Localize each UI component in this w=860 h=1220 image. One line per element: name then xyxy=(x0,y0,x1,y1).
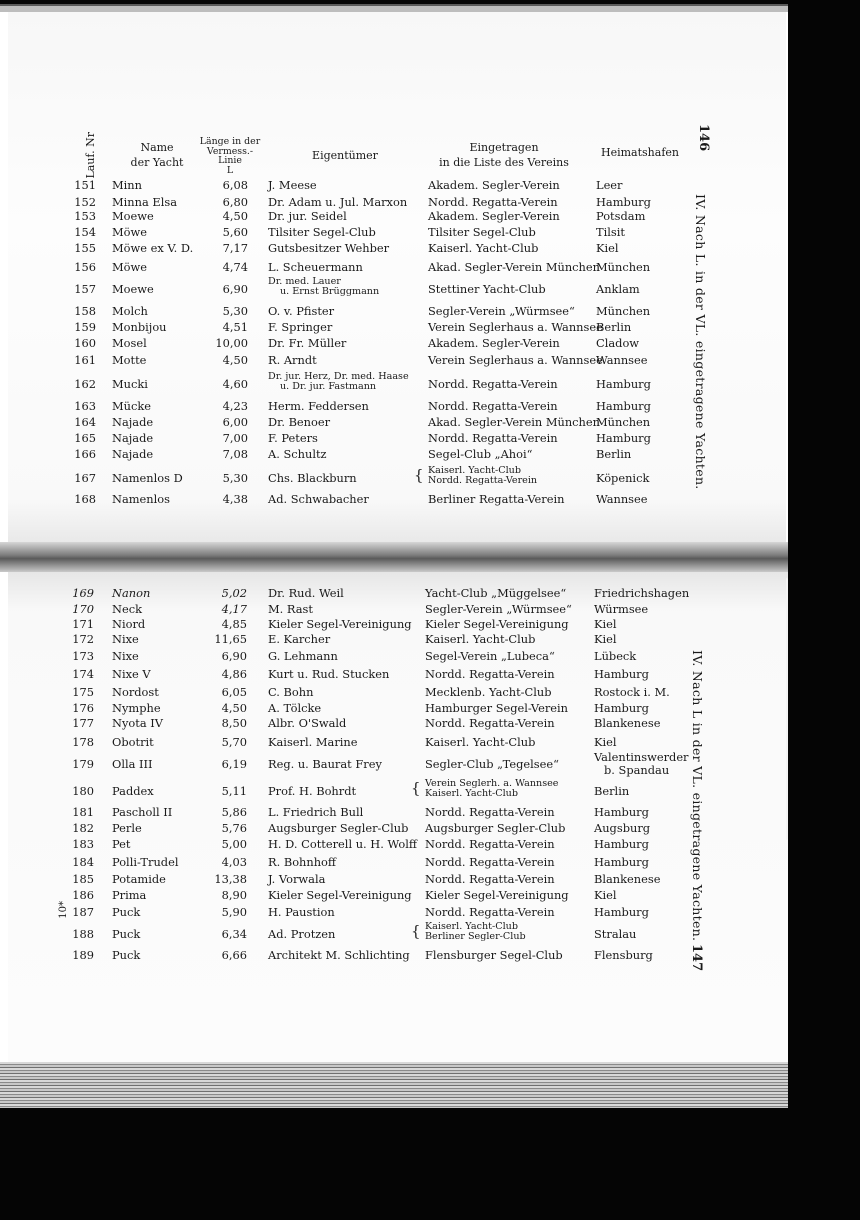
home-port: Kiel xyxy=(594,617,617,631)
row-number: 171 xyxy=(72,617,94,631)
home-port: Hamburg xyxy=(594,905,649,919)
owner-name: H. D. Cotterell u. H. Wolff xyxy=(268,837,417,851)
row-number: 180 xyxy=(72,784,94,798)
length-value: 8,90 xyxy=(221,888,247,902)
owner-name: Kieler Segel-Vereinigung xyxy=(268,617,412,631)
club-name: Nordd. Regatta-Verein xyxy=(428,399,558,413)
home-port: Hamburg xyxy=(594,855,649,869)
owner-name: Dr. Benoer xyxy=(268,415,331,429)
club-name: Berliner Regatta-Verein xyxy=(428,492,565,506)
header-heimatshafen: Heimatshafen xyxy=(601,146,679,159)
yacht-name: Möwe xyxy=(112,225,148,239)
owner-name: Herm. Feddersen xyxy=(268,399,369,413)
home-port: Berlin xyxy=(594,784,630,798)
row-number: 156 xyxy=(74,260,96,274)
header-name-line1: Name xyxy=(140,141,174,154)
length-value: 7,08 xyxy=(222,447,248,461)
yacht-name: Puck xyxy=(112,927,141,941)
home-port: Berlin xyxy=(596,447,632,461)
row-number: 161 xyxy=(74,353,96,367)
header-name-line2: der Yacht xyxy=(130,156,184,169)
length-value: 6,66 xyxy=(221,948,247,962)
club-name: Kaiserl. Yacht-Club xyxy=(425,632,536,646)
club-name: Segler-Club „Tegelsee“ xyxy=(425,757,559,771)
length-value: 4,38 xyxy=(222,492,248,506)
background-bottom xyxy=(0,1108,860,1220)
home-port: Hamburg xyxy=(596,195,651,209)
club-name: Kaiserl. Yacht-Club xyxy=(428,465,521,476)
home-port: Würmsee xyxy=(594,602,649,616)
club-name: Segel-Verein „Lubeca“ xyxy=(425,649,555,663)
length-value: 5,70 xyxy=(221,735,247,749)
club-name: Segler-Verein „Würmsee“ xyxy=(428,304,575,318)
length-value: 5,11 xyxy=(221,784,247,798)
yacht-name: Pet xyxy=(112,837,131,851)
club-name: Verein Seglerh. a. Wannsee xyxy=(425,778,559,789)
length-value: 5,60 xyxy=(222,225,248,239)
length-value: 4,86 xyxy=(221,667,247,681)
club-name: Akadem. Segler-Verein xyxy=(428,178,560,192)
running-head-147: IV. Nach L in der VL. eingetragene Yachten. xyxy=(690,650,705,942)
owner-name: A. Schultz xyxy=(268,447,327,461)
row-number: 160 xyxy=(74,336,96,350)
row-number: 173 xyxy=(72,649,94,663)
row-number: 162 xyxy=(74,377,96,391)
owner-name: Dr. Rud. Weil xyxy=(268,586,344,600)
row-number: 184 xyxy=(72,855,94,869)
home-port: Hamburg xyxy=(596,377,651,391)
owner-name: Prof. H. Bohrdt xyxy=(268,784,357,798)
row-number: 165 xyxy=(74,431,96,445)
yacht-name: Najade xyxy=(112,447,154,461)
home-port: Wannsee xyxy=(596,492,648,506)
owner-name: A. Tölcke xyxy=(268,701,322,715)
yacht-name: Monbijou xyxy=(112,320,167,334)
home-port: Potsdam xyxy=(596,209,646,223)
yacht-name: Nyota IV xyxy=(112,716,163,730)
home-port: Leer xyxy=(596,178,623,192)
club-name: Tilsiter Segel-Club xyxy=(428,225,536,239)
row-number: 170 xyxy=(72,602,94,616)
row-number: 159 xyxy=(74,320,96,334)
owner-name: Dr. jur. Herz, Dr. med. Haase xyxy=(268,371,409,382)
length-value: 4,03 xyxy=(221,855,247,869)
home-port: Hamburg xyxy=(596,431,651,445)
club-name: Akadem. Segler-Verein xyxy=(428,336,560,350)
length-value: 5,30 xyxy=(222,304,248,318)
length-value: 5,76 xyxy=(221,821,247,835)
owner-name: Reg. u. Baurat Frey xyxy=(268,757,382,771)
page-146 xyxy=(8,12,786,542)
header-laenge-line4: L xyxy=(226,164,234,176)
yacht-name: Möwe xyxy=(112,260,148,274)
owner-name: Chs. Blackburn xyxy=(268,471,357,485)
length-value: 11,65 xyxy=(214,632,247,646)
club-name-cont: Berliner Segler-Club xyxy=(425,931,526,942)
owner-name: R. Arndt xyxy=(268,353,317,367)
owner-name-cont: u. Ernst Brüggmann xyxy=(280,286,380,297)
home-port: Hamburg xyxy=(594,805,649,819)
home-port: Anklam xyxy=(596,282,640,296)
owner-name: L. Friedrich Bull xyxy=(268,805,364,819)
club-name: Akad. Segler-Verein München xyxy=(428,260,600,274)
length-value: 4,50 xyxy=(222,353,248,367)
owner-name: O. v. Pfister xyxy=(268,304,335,318)
signature-mark: 10* xyxy=(58,901,69,919)
home-port: Hamburg xyxy=(594,837,649,851)
club-name: Kaiserl. Yacht-Club xyxy=(425,735,536,749)
owner-name-cont: u. Dr. jur. Fastmann xyxy=(280,381,377,392)
row-number: 188 xyxy=(72,927,94,941)
row-number: 181 xyxy=(72,805,94,819)
length-value: 7,00 xyxy=(222,431,248,445)
yacht-name: Prima xyxy=(112,888,147,902)
length-value: 5,00 xyxy=(221,837,247,851)
length-value: 6,90 xyxy=(221,649,247,663)
yacht-name: Paddex xyxy=(112,784,154,798)
length-value: 5,30 xyxy=(222,471,248,485)
header-eingetragen-line2: in die Liste des Vereins xyxy=(439,156,569,169)
length-value: 10,00 xyxy=(215,336,248,350)
yacht-name: Minn xyxy=(112,178,142,192)
home-port: Kiel xyxy=(594,735,617,749)
yacht-name: Polli-Trudel xyxy=(112,855,179,869)
row-number: 151 xyxy=(74,178,96,192)
club-name: Akadem. Segler-Verein xyxy=(428,209,560,223)
yacht-name: Mucki xyxy=(112,377,148,391)
home-port: Kiel xyxy=(594,632,617,646)
running-head-146: IV. Nach L. in der VL. eingetragene Yachten. xyxy=(693,194,708,490)
home-port: Berlin xyxy=(596,320,632,334)
owner-name: F. Peters xyxy=(268,431,318,445)
length-value: 13,38 xyxy=(214,872,247,886)
home-port: Stralau xyxy=(594,927,637,941)
club-name: Kaiserl. Yacht-Club xyxy=(425,921,518,932)
row-number: 182 xyxy=(72,821,94,835)
yacht-name: Nixe xyxy=(112,632,139,646)
length-value: 7,17 xyxy=(222,241,248,255)
row-number: 154 xyxy=(74,225,96,239)
yacht-name: Möwe ex V. D. xyxy=(112,241,194,255)
club-name: Nordd. Regatta-Verein xyxy=(425,805,555,819)
row-number: 179 xyxy=(72,757,94,771)
home-port: Hamburg xyxy=(594,701,649,715)
owner-name: Albr. O'Swald xyxy=(268,716,347,730)
owner-name: Ad. Schwabacher xyxy=(268,492,369,506)
row-number: 174 xyxy=(72,667,94,681)
row-number: 176 xyxy=(72,701,94,715)
owner-name: Kurt u. Rud. Stucken xyxy=(268,667,390,681)
row-number: 166 xyxy=(74,447,96,461)
club-name: Kieler Segel-Vereinigung xyxy=(425,888,569,902)
row-number: 185 xyxy=(72,872,94,886)
home-port: Tilsit xyxy=(596,225,625,239)
yacht-name: Pascholl II xyxy=(112,805,173,819)
length-value: 6,80 xyxy=(222,195,248,209)
owner-name: Tilsiter Segel-Club xyxy=(268,225,376,239)
home-port: Wannsee xyxy=(596,353,648,367)
owner-name: Gutsbesitzer Wehber xyxy=(268,241,390,255)
row-number: 164 xyxy=(74,415,96,429)
length-value: 4,17 xyxy=(221,602,247,616)
page-number-146: 146 xyxy=(696,124,711,152)
header-laenge-line2: Vermess.- xyxy=(206,145,254,157)
brace-mark: { xyxy=(411,779,421,797)
brace-mark: { xyxy=(414,466,424,484)
header-laenge-line3: Linie xyxy=(218,155,242,167)
club-name: Kaiserl. Yacht-Club xyxy=(428,241,539,255)
club-name: Augsburger Segler-Club xyxy=(425,821,566,835)
home-port: München xyxy=(596,260,651,274)
length-value: 8,50 xyxy=(221,716,247,730)
yacht-name: Mosel xyxy=(112,336,147,350)
length-value: 4,85 xyxy=(221,617,247,631)
yacht-name: Nordost xyxy=(112,685,159,699)
length-value: 5,86 xyxy=(221,805,247,819)
row-number: 169 xyxy=(72,586,94,600)
home-port: Flensburg xyxy=(594,948,653,962)
row-number: 172 xyxy=(72,632,94,646)
owner-name: J. Vorwala xyxy=(268,872,326,886)
yacht-name: Moewe xyxy=(112,282,154,296)
owner-name: J. Meese xyxy=(268,178,317,192)
club-name: Nordd. Regatta-Verein xyxy=(428,377,558,391)
row-number: 175 xyxy=(72,685,94,699)
owner-name: Dr. med. Lauer xyxy=(268,276,341,287)
yacht-name: Puck xyxy=(112,905,141,919)
home-port: Cladow xyxy=(596,336,640,350)
book-top-edges xyxy=(0,0,790,12)
yacht-name: Mücke xyxy=(112,399,152,413)
owner-name: E. Karcher xyxy=(268,632,331,646)
length-value: 6,34 xyxy=(221,927,247,941)
club-name-cont: Nordd. Regatta-Verein xyxy=(428,475,538,486)
home-port: Hamburg xyxy=(596,399,651,413)
home-port: Friedrichshagen xyxy=(594,586,690,600)
row-number: 155 xyxy=(74,241,96,255)
club-name: Mecklenb. Yacht-Club xyxy=(425,685,552,699)
home-port: Blankenese xyxy=(594,872,661,886)
yacht-name: Olla III xyxy=(112,757,153,771)
club-name: Segler-Verein „Würmsee“ xyxy=(425,602,572,616)
yacht-name: Potamide xyxy=(112,872,166,886)
yacht-name: Perle xyxy=(112,821,142,835)
length-value: 6,05 xyxy=(221,685,247,699)
length-value: 4,50 xyxy=(222,209,248,223)
header-eingetragen-line1: Eingetragen xyxy=(469,141,539,154)
owner-name: C. Bohn xyxy=(268,685,314,699)
owner-name: Ad. Protzen xyxy=(268,927,336,941)
row-number: 153 xyxy=(74,209,96,223)
club-name: Nordd. Regatta-Verein xyxy=(428,195,558,209)
club-name: Flensburger Segel-Club xyxy=(425,948,563,962)
header-laenge xyxy=(194,137,266,175)
home-port: Kiel xyxy=(594,888,617,902)
yacht-name: Obotrit xyxy=(112,735,154,749)
home-port: Augsburg xyxy=(594,821,651,835)
home-port: Kiel xyxy=(596,241,619,255)
length-value: 6,19 xyxy=(221,757,247,771)
owner-name: Kaiserl. Marine xyxy=(268,735,358,749)
club-name: Nordd. Regatta-Verein xyxy=(425,667,555,681)
row-number: 177 xyxy=(72,716,94,730)
club-name: Kieler Segel-Vereinigung xyxy=(425,617,569,631)
owner-name: Dr. jur. Seidel xyxy=(268,209,347,223)
row-number: 178 xyxy=(72,735,94,749)
row-number: 187 xyxy=(72,905,94,919)
club-name-cont: Kaiserl. Yacht-Club xyxy=(425,788,518,799)
yacht-name: Nanon xyxy=(112,586,151,600)
yacht-name: Nymphe xyxy=(112,701,161,715)
club-name: Hamburger Segel-Verein xyxy=(425,701,569,715)
owner-name: Dr. Fr. Müller xyxy=(268,336,347,350)
yacht-name: Namenlos xyxy=(112,492,170,506)
length-value: 4,60 xyxy=(222,377,248,391)
club-name: Nordd. Regatta-Verein xyxy=(428,431,558,445)
yacht-name: Puck xyxy=(112,948,141,962)
yacht-name: Neck xyxy=(112,602,142,616)
length-value: 4,51 xyxy=(222,320,248,334)
owner-name: Kieler Segel-Vereinigung xyxy=(268,888,412,902)
row-number: 189 xyxy=(72,948,94,962)
home-port: Blankenese xyxy=(594,716,661,730)
club-name: Nordd. Regatta-Verein xyxy=(425,872,555,886)
header-laenge-line1: Länge in der xyxy=(199,136,261,147)
header-eingetragen xyxy=(424,140,584,170)
length-value: 5,02 xyxy=(221,586,247,600)
row-number: 167 xyxy=(74,471,96,485)
length-value: 4,50 xyxy=(221,701,247,715)
row-number: 152 xyxy=(74,195,96,209)
home-port: München xyxy=(596,415,651,429)
row-number: 168 xyxy=(74,492,96,506)
club-name: Akad. Segler-Verein München xyxy=(428,415,600,429)
yacht-name: Moewe xyxy=(112,209,154,223)
row-number: 186 xyxy=(72,888,94,902)
home-port: Hamburg xyxy=(594,667,649,681)
length-value: 4,23 xyxy=(222,399,248,413)
club-name: Verein Seglerhaus a. Wannsee xyxy=(428,353,603,367)
club-name: Stettiner Yacht-Club xyxy=(428,282,546,296)
owner-name: Augsburger Segler-Club xyxy=(268,821,409,835)
club-name: Segel-Club „Ahoi“ xyxy=(428,447,533,461)
yacht-name: Motte xyxy=(112,353,147,367)
owner-name: H. Paustion xyxy=(268,905,335,919)
yacht-name: Molch xyxy=(112,304,148,318)
home-port: Lübeck xyxy=(594,649,637,663)
club-name: Nordd. Regatta-Verein xyxy=(425,716,555,730)
row-number: 183 xyxy=(72,837,94,851)
length-value: 5,90 xyxy=(221,905,247,919)
owner-name: F. Springer xyxy=(268,320,333,334)
club-name: Verein Seglerhaus a. Wannsee xyxy=(428,320,603,334)
owner-name: G. Lehmann xyxy=(268,649,338,663)
length-value: 6,00 xyxy=(222,415,248,429)
yacht-name: Minna Elsa xyxy=(112,195,177,209)
club-name: Nordd. Regatta-Verein xyxy=(425,905,555,919)
row-number: 163 xyxy=(74,399,96,413)
yacht-name: Namenlos D xyxy=(112,471,183,485)
club-name: Nordd. Regatta-Verein xyxy=(425,837,555,851)
page-number-147: 147 xyxy=(689,944,704,972)
home-port: Rostock i. M. xyxy=(594,685,670,699)
home-port-cont: b. Spandau xyxy=(604,763,670,777)
home-port: Valentinswerder xyxy=(594,750,689,764)
yacht-name: Niord xyxy=(112,617,146,631)
brace-mark: { xyxy=(411,922,421,940)
row-number: 157 xyxy=(74,282,96,296)
owner-name: Dr. Adam u. Jul. Marxon xyxy=(268,195,408,209)
home-port: Köpenick xyxy=(596,471,650,485)
length-value: 4,74 xyxy=(222,260,248,274)
owner-name: M. Rast xyxy=(268,602,313,616)
owner-name: L. Scheuermann xyxy=(268,260,363,274)
length-value: 6,08 xyxy=(222,178,248,192)
header-name xyxy=(112,140,202,170)
yacht-name: Nixe V xyxy=(112,667,151,681)
row-number: 158 xyxy=(74,304,96,318)
book-bottom-edges xyxy=(0,1062,800,1108)
club-name: Yacht-Club „Müggelsee“ xyxy=(425,586,567,600)
book-gutter xyxy=(0,542,788,572)
header-eigentuemer: Eigentümer xyxy=(312,149,378,162)
club-name: Nordd. Regatta-Verein xyxy=(425,855,555,869)
background-right xyxy=(788,0,860,1220)
yacht-name: Najade xyxy=(112,415,154,429)
length-value: 6,90 xyxy=(222,282,248,296)
owner-name: Architekt M. Schlichting xyxy=(268,948,410,962)
home-port: München xyxy=(596,304,651,318)
yacht-name: Nixe xyxy=(112,649,139,663)
yacht-name: Najade xyxy=(112,431,154,445)
header-lauf-nr: Lauf. Nr xyxy=(84,132,97,179)
owner-name: R. Bohnhoff xyxy=(268,855,337,869)
